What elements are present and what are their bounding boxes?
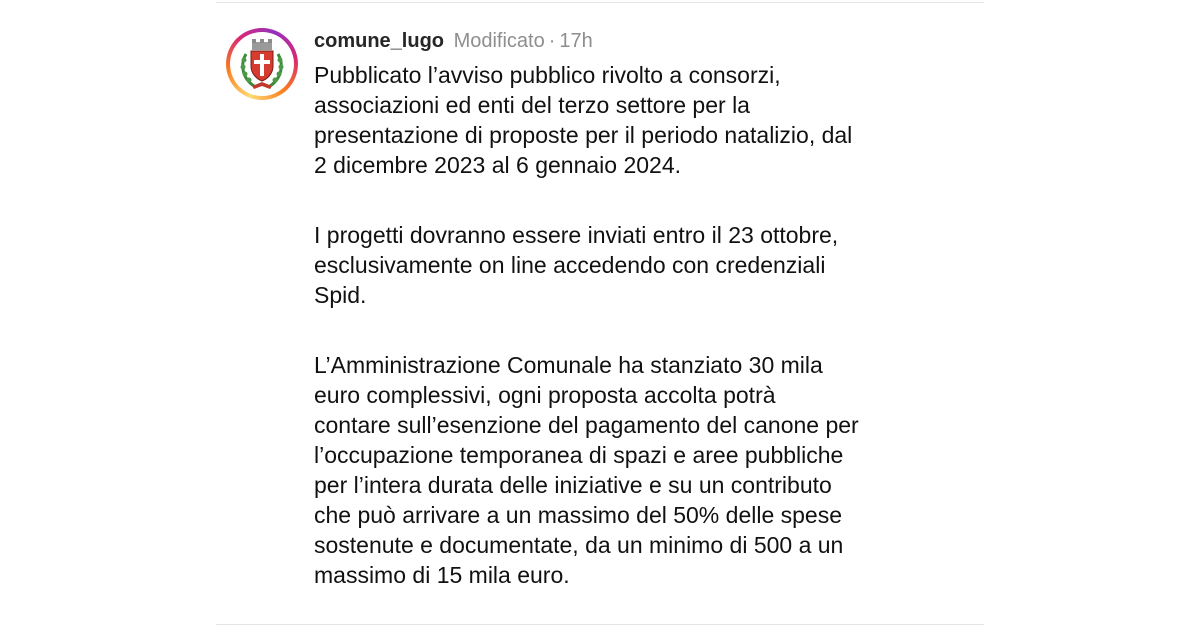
post-content <box>314 28 964 590</box>
post-paragraph-3: L’Amministrazione Comunale ha stanziato 30 mila euro complessivi, ogni proposta accolta potrà contare sull’esenzione del pagamento del canone per l’occupazione temporanea di spazi e aree pubbliche per l’intera durata delle iniziative e su un contributo che può arrivare a un massimo del 50% delle spese sostenute e documentate, da un minimo di 500 a un massimo di 15 mila euro. <box>314 352 859 588</box>
post-paragraph-2: I progetti dovranno essere inviati entro il 23 ottobre, esclusivamente on line accedendo con credenziali Spid. <box>314 222 839 308</box>
username-link[interactable]: comune_lugo <box>314 30 445 52</box>
avatar-story-ring[interactable] <box>226 28 298 100</box>
bottom-divider <box>216 624 984 625</box>
post-meta <box>454 30 593 52</box>
timestamp[interactable]: 17h <box>559 30 593 52</box>
meta-separator: · <box>548 30 556 52</box>
top-divider <box>216 2 984 3</box>
edited-label: Modificato <box>453 30 545 52</box>
coat-of-arms-icon <box>236 36 288 92</box>
post-header <box>314 28 964 54</box>
post-paragraph-1: Pubblicato l’avviso pubblico rivolto a consorzi, associazioni ed enti del terzo settore per la presentazione di proposte per il periodo natalizio, dal 2 dicembre 2023 al 6 gennaio 2024. <box>314 62 853 178</box>
avatar[interactable] <box>230 32 294 96</box>
